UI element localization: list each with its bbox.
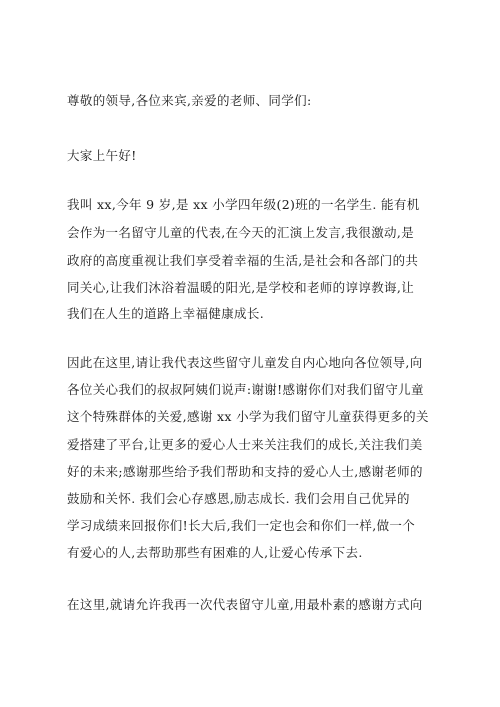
paragraph-3-line: 在这里,就请允许我再一次代表留守儿童,用最朴素的感谢方式向 <box>67 597 423 612</box>
salutation-line: 大家上午好! <box>67 148 137 163</box>
paragraph-1-line: 政府的高度重视让我们享受着幸福的生活,是社会和各部门的共 <box>67 253 419 268</box>
paragraph-2-line: 各位关心我们的叔叔阿姨们说声:谢谢!感谢你们对我们留守儿童 <box>67 382 424 397</box>
paragraph-2-line: 有爱心的人,去帮助那些有困难的人,让爱心传承下去. <box>67 545 363 560</box>
paragraph-2-line: 爱搭建了平台,让更多的爱心人士来关注我们的成长,关注我们美 <box>67 437 423 452</box>
paragraph-2-line: 鼓励和关怀. 我们会心存感恩,励志成长. 我们会用自己优异的 <box>67 491 410 506</box>
paragraph-1-line: 会作为一名留守儿童的代表,在今天的汇演上发言,我很激动,是 <box>67 225 415 240</box>
paragraph-1-line: 我们在人生的道路上幸福健康成长. <box>67 306 265 321</box>
paragraph-2-line: 因此在这里,请让我代表这些留守儿童发自内心地向各位领导,向 <box>67 355 423 370</box>
paragraph-1-line: 同关心,让我们沐浴着温暖的阳光,是学校和老师的谆谆教诲,让 <box>67 280 415 295</box>
paragraph-2-line: 这个特殊群体的关爱,感谢 xx 小学为我们留守儿童获得更多的关 <box>67 409 429 424</box>
paragraph-2-line: 好的未来;感谢那些给予我们帮助和支持的爱心人士,感谢老师的 <box>67 464 423 479</box>
paragraph-1-line: 我叫 xx,今年 9 岁,是 xx 小学四年级(2)班的一名学生. 能有机 <box>67 197 420 212</box>
paragraph-2-line: 学习成绩来回报你们!长大后,我们一定也会和你们一样,做一个 <box>67 518 416 533</box>
greeting-line: 尊敬的领导,各位来宾,亲爱的老师、同学们: <box>67 93 312 108</box>
